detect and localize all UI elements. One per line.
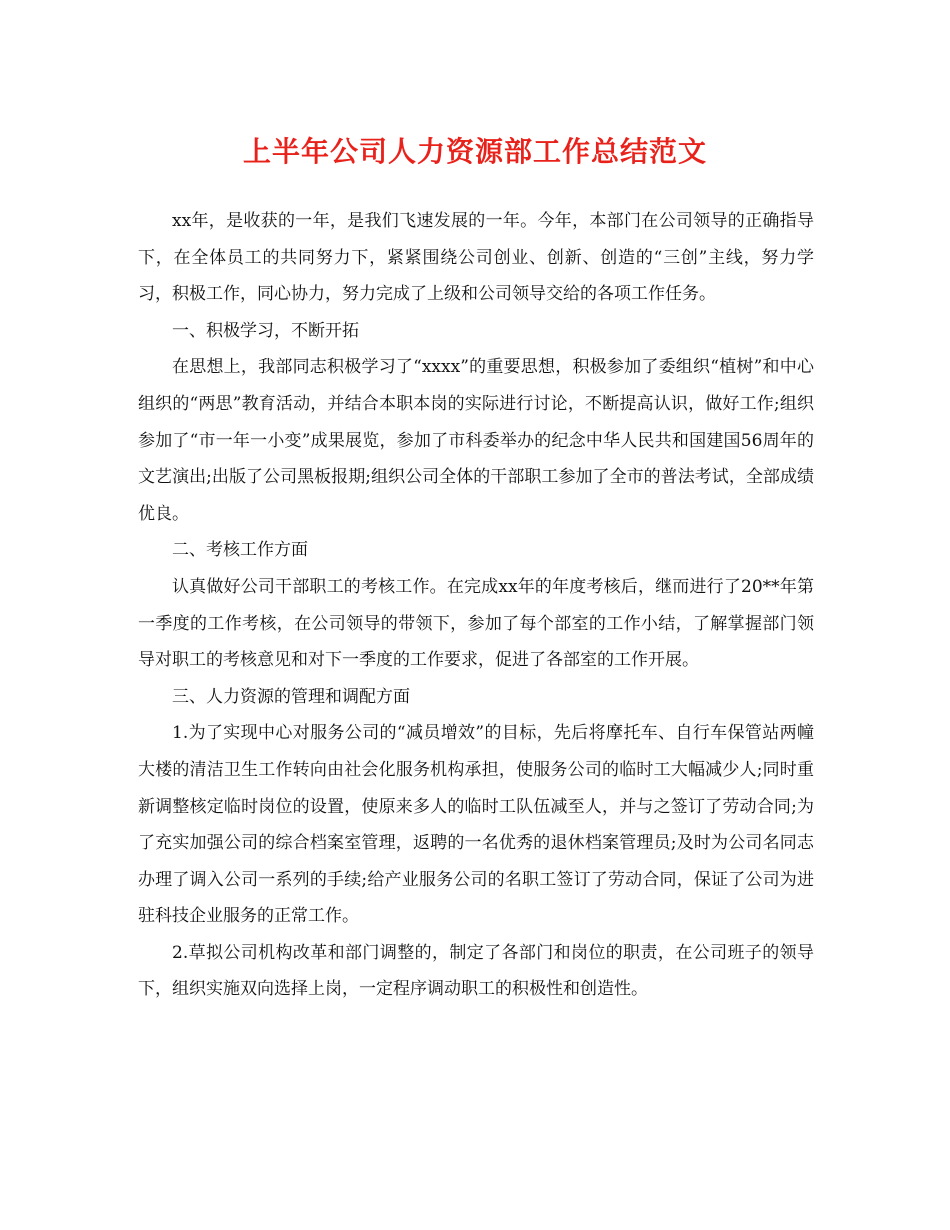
section-heading-2: 二、考核工作方面 bbox=[172, 540, 308, 561]
paragraph: 认真做好公司干部职工的考核工作。在完成xx年的年度考核后，继而进行了20**年第一季度的工作考核，在公司领导的带领下，参加了每个部室的工作小结，了解掌握部门领导对职工的考核意见和对下一季度的工作要求，促进了各部室的工作开展。 bbox=[138, 576, 814, 671]
paragraph: 在思想上，我部同志积极学习了“xxxx”的重要思想，积极参加了委组织“植树”和中心组织的“两思”教育活动，并结合本职本岗的实际进行讨论，不断提高认识，做好工作;组织参加了“市一年一小变”成果展览，参加了市科委举办的纪念中华人民共和国建国56周年的文艺演出;出版了公司黑板报期;组织公司全体的干部职工参加了全市的普法考试，全部成绩优良。 bbox=[138, 357, 814, 524]
document-body bbox=[138, 203, 814, 1008]
section-heading-3: 三、人力资源的管理和调配方面 bbox=[172, 686, 410, 707]
intro-paragraph: xx年，是收获的一年，是我们飞速发展的一年。今年，本部门在公司领导的正确指导下，在全体员工的共同努力下，紧紧围绕公司创业、创新、创造的“三创”主线，努力学习，积极工作，同心协力，努力完成了上级和公司领导交给的各项工作任务。 bbox=[138, 211, 814, 305]
paragraph: 2.草拟公司机构改革和部门调整的，制定了各部门和岗位的职责，在公司班子的领导下，组织实施双向选择上岗，一定程序调动职工的积极性和创造性。 bbox=[138, 942, 814, 1000]
paragraph: 1.为了实现中心对服务公司的“减员增效”的目标，先后将摩托车、自行车保管站两幢大楼的清洁卫生工作转向由社会化服务机构承担，使服务公司的临时工大幅减少人;同时重新调整核定临时岗位的设置，使原来多人的临时工队伍减至人，并与之签订了劳动合同;为了充实加强公司的综合档案室管理，返聘的一名优秀的退休档案管理员;及时为公司名同志办理了调入公司一系列的手续;给产业服务公司的名职工签订了劳动合同，保证了公司为进驻科技企业服务的正常工作。 bbox=[138, 723, 814, 927]
document-title: 上半年公司人力资源部工作总结范文 bbox=[242, 135, 707, 168]
section-heading-1: 一、积极学习，不断开拓 bbox=[172, 320, 359, 341]
